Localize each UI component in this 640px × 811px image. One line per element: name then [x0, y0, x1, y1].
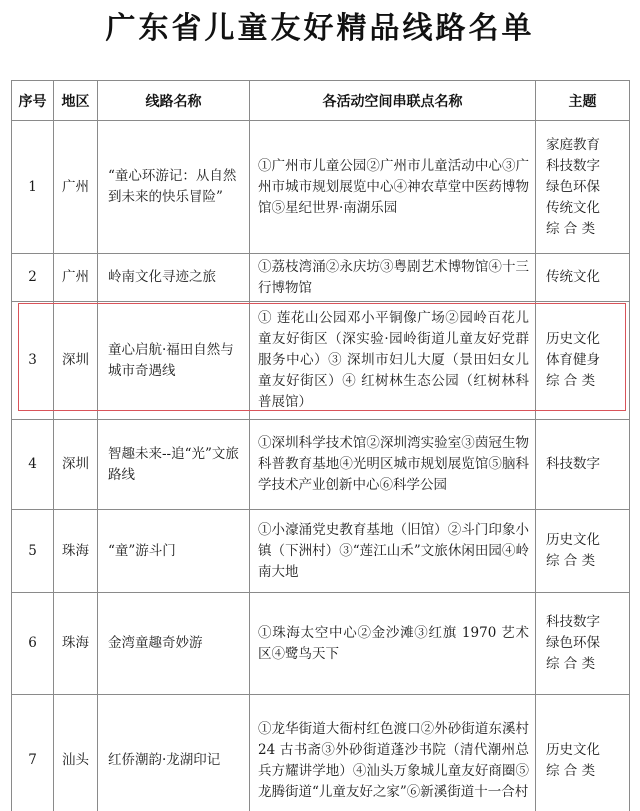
row-region: 珠海	[54, 510, 98, 593]
table-row	[12, 254, 630, 302]
route-list-table	[11, 80, 630, 811]
row-route-name: “童”游斗门	[98, 510, 250, 593]
row-no: 5	[12, 510, 54, 593]
theme-label: 传统文化	[546, 269, 600, 285]
theme-label: 绿色环保	[546, 635, 600, 651]
row-themes	[536, 121, 630, 254]
theme-label: 综 合 类	[546, 373, 596, 389]
row-activity-points: ①珠海太空中心②金沙滩③红旗 1970 艺术区④鹭鸟天下	[250, 593, 536, 695]
table-row	[12, 420, 630, 510]
theme-label: 体育健身	[546, 352, 600, 368]
row-route-name: “童心环游记：从自然到未来的快乐冒险”	[98, 121, 250, 254]
page-title: 广东省儿童友好精品线路名单	[105, 11, 535, 46]
row-themes	[536, 420, 630, 510]
row-route-name: 童心启航·福田自然与城市奇遇线	[98, 302, 250, 420]
row-no: 4	[12, 420, 54, 510]
header-route-name: 线路名称	[98, 81, 250, 121]
theme-label: 科技数字	[546, 614, 600, 630]
header-no: 序号	[12, 81, 54, 121]
row-themes	[536, 302, 630, 420]
table-row	[12, 510, 630, 593]
table-row	[12, 121, 630, 254]
row-region: 广州	[54, 254, 98, 302]
table-row	[12, 302, 630, 420]
row-activity-points: ①小濠涌党史教育基地（旧馆）②斗门印象小镇（下洲村）③“莲江山禾”文旅休闲田园④岭南大地	[250, 510, 536, 593]
row-route-name: 智趣未来--追“光”文旅路线	[98, 420, 250, 510]
row-no: 1	[12, 121, 54, 254]
header-activity-points: 各活动空间串联点名称	[250, 81, 536, 121]
theme-label: 传统文化	[546, 199, 600, 216]
theme-label: 历史文化	[546, 331, 600, 347]
row-activity-points: ①荔枝湾涌②永庆坊③粤剧艺术博物馆④十三行博物馆	[250, 254, 536, 302]
theme-label: 综 合 类	[546, 220, 596, 237]
row-route-name: 岭南文化寻迹之旅	[98, 254, 250, 302]
row-region: 深圳	[54, 420, 98, 510]
theme-label: 科技数字	[546, 456, 600, 472]
row-themes	[536, 510, 630, 593]
row-region: 广州	[54, 121, 98, 254]
row-activity-points: ①深圳科学技术馆②深圳湾实验室③茵冠生物科普教育基地④光明区城市规划展览馆⑤脑科学技术产业创新中心⑥科学公园	[250, 420, 536, 510]
theme-label: 综 合 类	[546, 656, 596, 672]
table-row	[12, 593, 630, 695]
theme-label: 科技数字	[546, 157, 600, 174]
row-region: 深圳	[54, 302, 98, 420]
theme-label: 历史文化	[546, 532, 600, 548]
header-region: 地区	[54, 81, 98, 121]
row-route-name: 红侨潮韵·龙湖印记	[98, 695, 250, 811]
row-activity-points: ①广州市儿童公园②广州市儿童活动中心③广州市城市规划展览中心④神农草堂中医药博物馆⑤星纪世界·南湖乐园	[250, 121, 536, 254]
row-no: 6	[12, 593, 54, 695]
theme-label: 绿色环保	[546, 178, 600, 195]
row-no: 2	[12, 254, 54, 302]
row-themes	[536, 254, 630, 302]
header-theme: 主题	[536, 81, 630, 121]
table-header-row	[12, 81, 630, 121]
row-no: 3	[12, 302, 54, 420]
row-themes	[536, 593, 630, 695]
theme-label: 综 合 类	[546, 762, 596, 779]
row-activity-points: ①龙华街道大衙村红色渡口②外砂街道东溪村 24 古书斋③外砂街道蓬沙书院（清代潮州总兵方耀讲学地）④汕头万象城儿童友好商圈⑤龙腾街道“儿童友好之家”⑥新溪街道十一合村	[250, 695, 536, 811]
row-region: 汕头	[54, 695, 98, 811]
row-no: 7	[12, 695, 54, 811]
theme-label: 历史文化	[546, 741, 600, 758]
row-themes	[536, 695, 630, 811]
theme-label: 家庭教育	[546, 136, 600, 153]
table-row	[12, 695, 630, 811]
row-route-name: 金湾童趣奇妙游	[98, 593, 250, 695]
row-activity-points: ① 莲花山公园邓小平铜像广场②园岭百花儿童友好街区（深实验·园岭街道儿童友好党群服务中心）③ 深圳市妇儿大厦（景田妇女儿童友好街区）④ 红树林生态公园（红树林科普展馆）	[250, 302, 536, 420]
theme-label: 综 合 类	[546, 553, 596, 569]
row-region: 珠海	[54, 593, 98, 695]
